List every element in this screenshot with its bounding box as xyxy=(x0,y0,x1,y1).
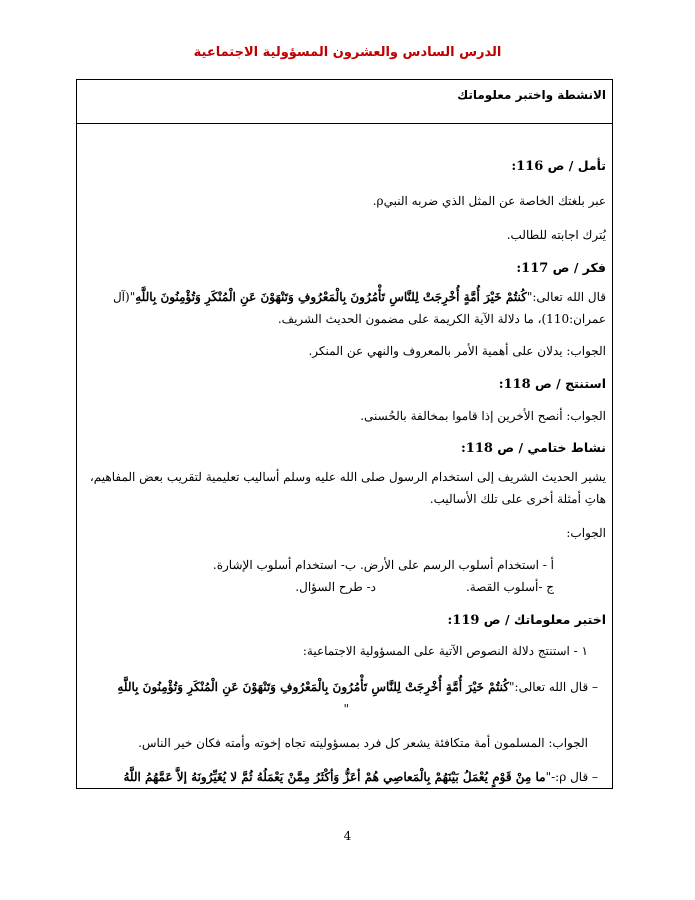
page-number: 4 xyxy=(343,829,352,843)
activity-option-c: ج -أسلوب القصة. xyxy=(465,580,554,594)
content-frame xyxy=(76,79,613,789)
test-item-1-close: " xyxy=(343,702,349,716)
deduce-answer: الجواب: أنصح الأخرين إذا قاموا بمخالفة بالحُسنى. xyxy=(360,409,606,423)
verse-quote: كُنتُمْ خَيْرَ أُمَّةٍ أُخْرِجَتْ لِلنَّاسِ تَأْمُرُونَ بِالْمَعْرُوفِ وَتَنْهَوْنَ عَنِ الْمُنْكَرِ وَتُؤْمِنُونَ بِاللَّهِ xyxy=(135,290,527,304)
activity-option-d: د- طرح السؤال. xyxy=(295,580,376,594)
heading-test-knowledge: اختبر معلوماتك / ص 119: xyxy=(447,612,606,628)
test-item-1: – قال الله تعالى:"كُنتُمْ خَيْرَ أُمَّةٍ أُخْرِجَتْ لِلنَّاسِ تَأْمُرُونَ بِالْمَعْرُوفِ وَتَنْهَوْنَ عَنِ الْمُنْكَرِ وَتُؤْمِنُونَ بِاللَّهِ xyxy=(117,680,598,694)
heading-final-activity: نشاط ختامي / ص 118: xyxy=(460,440,606,456)
box-header: الانشطة واختبر معلوماتك xyxy=(77,80,612,124)
heading-deduce: استنتج / ص 118: xyxy=(498,376,606,392)
activity-line-2: هاتِ أمثلة أخرى على تلك الأساليب. xyxy=(429,492,606,506)
test-item-1-answer: الجواب: المسلمون أمة متكافئة يشعر كل فرد بمسؤوليته تجاه إخوته وأمته فكان خير الناس. xyxy=(138,736,588,750)
think-question: عمران:110)، ما دلالة الآية الكريمة على مضمون الحديث الشريف. xyxy=(277,312,606,326)
test-item-2: – قال ρ:-"ما مِنْ قَوْمٍ يُعْمَلُ بَيْنَهُمْ بِالْمَعاصِي هُمْ أعَزُّ وَأكْثَرُ مِمَّنْ يَعْمَلُهُ ثُمَّ لا يُغَيِّرُونَهُ إلاَّ عَمَّهُمُ اللَّهُ xyxy=(123,770,598,784)
think-verse-line: قال الله تعالى:"كُنتُمْ خَيْرَ أُمَّةٍ أُخْرِجَتْ لِلنَّاسِ تَأْمُرُونَ بِالْمَعْرُوفِ وَتَنْهَوْنَ عَنِ الْمُنْكَرِ وَتُؤْمِنُونَ بِاللَّهِ"(آل xyxy=(112,290,606,304)
heading-reflect: تأمل / ص 116: xyxy=(511,158,606,174)
activity-line-1: يشير الحديث الشريف إلى استخدام الرسول صلى الله عليه وسلم أساليب تعليمية لتقريب بعض المفاهيم، xyxy=(89,470,606,484)
activity-option-ab: أ - استخدام أسلوب الرسم على الأرض. ب- استخدام أسلوب الإشارة. xyxy=(212,558,554,572)
think-answer: الجواب: يدلان على أهمية الأمر بالمعروف والنهي عن المنكر. xyxy=(308,344,606,358)
reflect-answer: يُترك اجابته للطالب. xyxy=(506,228,606,242)
heading-think: فكر / ص 117: xyxy=(516,260,606,276)
verse-quote-2: كُنتُمْ خَيْرَ أُمَّةٍ أُخْرِجَتْ لِلنَّاسِ تَأْمُرُونَ بِالْمَعْرُوفِ وَتَنْهَوْنَ عَنِ الْمُنْكَرِ وَتُؤْمِنُونَ بِاللَّهِ xyxy=(117,680,510,694)
reflect-question: عبر بلغتك الخاصة عن المثل الذي ضربه النبيρ. xyxy=(372,194,606,208)
hadith-quote: ما مِنْ قَوْمٍ يُعْمَلُ بَيْنَهُمْ بِالْمَعاصِي هُمْ أعَزُّ وَأكْثَرُ مِمَّنْ يَعْمَلُهُ ثُمَّ لا يُغَيِّرُونَهُ إلاَّ عَمَّهُمُ اللَّهُ xyxy=(123,770,546,784)
activity-answer-label: الجواب: xyxy=(566,526,606,540)
page-title: الدرس السادس والعشرون المسؤولية الاجتماعية xyxy=(193,45,502,60)
test-question-1: ١ - استنتج دلالة النصوص الآتية على المسؤولية الاجتماعية: xyxy=(302,644,588,658)
